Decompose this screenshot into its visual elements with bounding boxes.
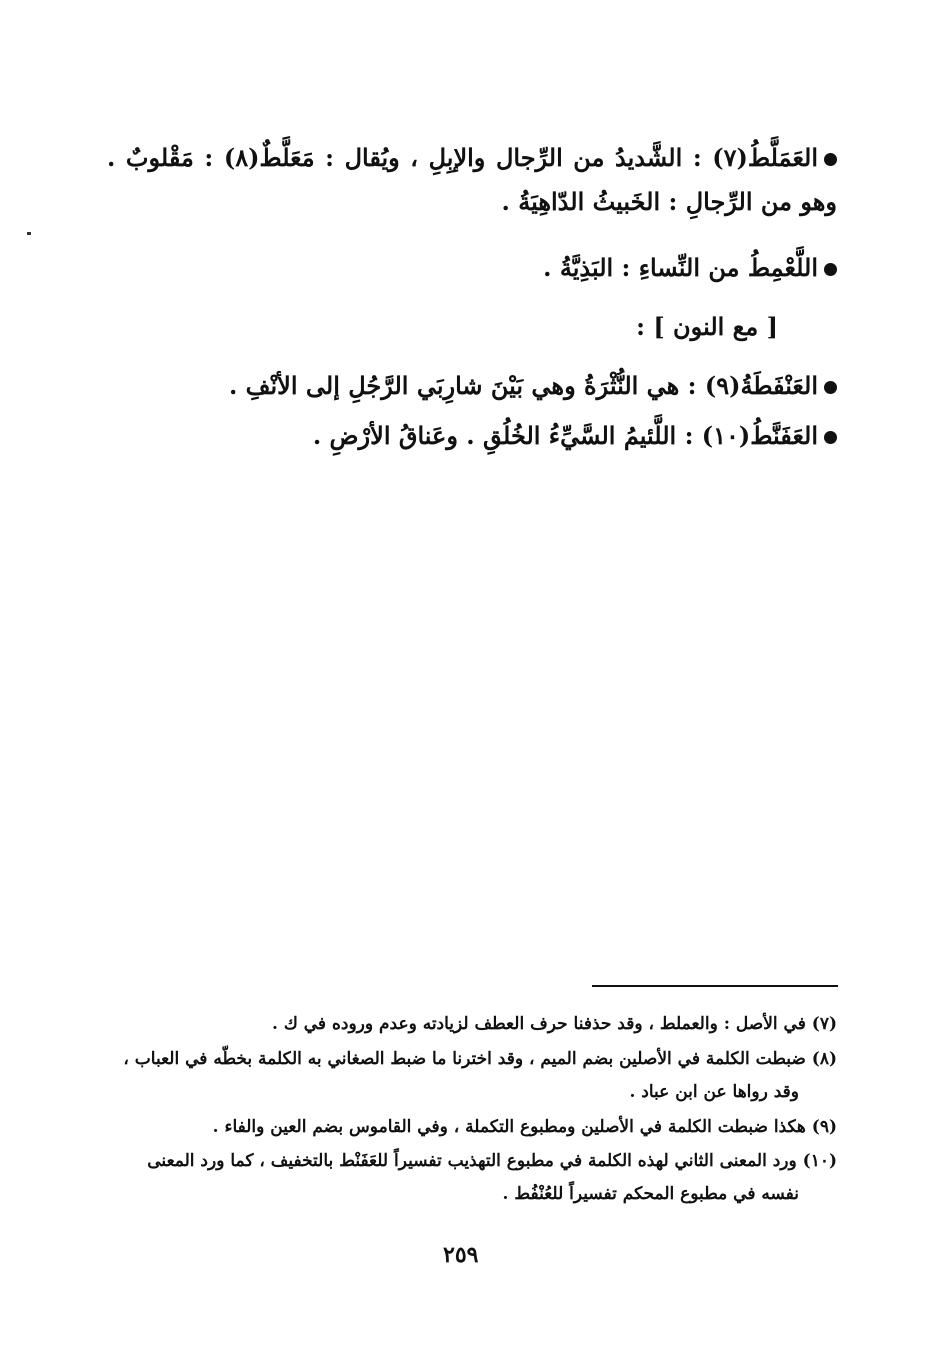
footnote-10-line1: (١٠) ورد المعنى الثاني لهذه الكلمة في مطبوع التهذيب تفسيراً للعَفَنْط بالتخفيف ، كما ورد المعنى bbox=[147, 1151, 837, 1171]
page-number: ٢٥٩ bbox=[443, 1242, 479, 1268]
entry-lamit bbox=[543, 246, 837, 290]
entry-amallat bbox=[107, 136, 837, 224]
footnote-7: (٧) في الأصل : والعملط ، وقد حذفنا حرف العطف لزيادته وعدم وروده في ك . bbox=[271, 1014, 837, 1034]
footnote-10-line2: نفسه في مطبوع المحكم تفسيراً للعُنْفُط . bbox=[502, 1184, 799, 1204]
entry-lamit-text: اللَّعْمِطُ من النِّساءِ : البَذِيَّةُ . bbox=[543, 253, 818, 282]
bullet-icon bbox=[824, 263, 837, 276]
bullet-icon bbox=[824, 381, 837, 394]
footnote-10 bbox=[102, 1145, 837, 1211]
section-heading-with-nun: [ مع النون ] : bbox=[636, 312, 778, 341]
footnote-9: (٩) هكذا ضبطت الكلمة في الأصلين ومطبوع التكملة ، وفي القاموس بضم العين والفاء . bbox=[212, 1117, 837, 1137]
bullet-icon bbox=[824, 431, 837, 444]
entry-anfata bbox=[229, 364, 837, 408]
entry-afannat-text: العَفَنَّطُ(١٠) : اللَّئيمُ السَّيِّءُ الخُلُقِ . وعَناقُ الأرْضِ . bbox=[312, 421, 818, 450]
footnote-8-line1: (٨) ضبطت الكلمة في الأصلين بضم الميم ، وقد اخترنا ما ضبط الصغاني به الكلمة بخطّه في العباب ، bbox=[123, 1049, 837, 1069]
entry-anfata-text: العَنْفَطَةُ(٩) : هي النُّثْرَةُ وهي بَيْنَ شارِبَي الرَّجُلِ إلى الأنْفِ . bbox=[228, 371, 818, 400]
entry-amallat-text: العَمَلَّطُ(٧) : الشَّديدُ من الرِّجال والإبِلِ ، ويُقال : مَعَلَّطٌ(٨) : مَقْلوبٌ . وهو من الرِّجالِ : الخَبيثُ الدّاهِيَةُ . bbox=[107, 143, 837, 216]
bullet-icon bbox=[824, 153, 837, 166]
footnote-8 bbox=[102, 1043, 837, 1109]
footnote-8-line2: وقد رواها عن ابن عباد . bbox=[629, 1082, 799, 1102]
footnote-separator bbox=[592, 985, 838, 987]
scan-speck bbox=[27, 232, 31, 235]
entry-afannat bbox=[313, 414, 837, 458]
